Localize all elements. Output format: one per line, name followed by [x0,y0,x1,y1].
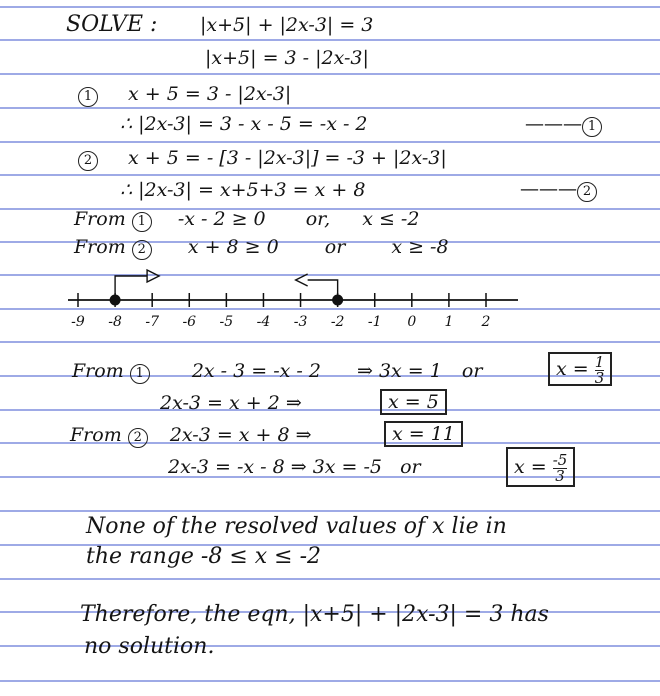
constraint-2-result: x ≥ -8 [391,236,449,258]
case-2-marker: 2 [78,151,98,171]
tick-label: -3 [293,314,308,330]
tick-label: -2 [330,314,345,330]
case-1-marker: 1 [78,87,98,107]
case-1-therefore: ∴ |2x-3| = 3 - x - 5 = -x - 2 [120,113,368,135]
solution-row-1 [72,360,482,384]
solution-box-1-lhs: x = [556,358,595,380]
endpoint-dot [110,295,121,306]
case-2-line [78,147,447,171]
case-1-equation: x + 5 = 3 - |2x-3| [128,83,292,105]
tick-label: -1 [367,314,382,330]
constraint-1-ref: 1 [132,212,152,232]
solution-box-1-num: 1 [594,352,605,371]
tick-label: -5 [219,314,234,330]
solution-row-1-impl: ⇒ 3x = 1 [357,360,442,382]
constraint-1 [74,208,419,232]
equation: |x+5| + |2x-3| = 3 [200,14,374,36]
constraint-2-ref: 2 [132,240,152,260]
case-2-therefore: ∴ |2x-3| = x+5+3 = x + 8 [120,179,366,201]
solution-box-2: x = 5 [380,389,447,415]
solution-box-4-lhs: x = [514,456,553,478]
solution-box-4-num: -5 [552,450,568,469]
constraint-1-result: x ≤ -2 [362,208,420,230]
tick-label: -8 [108,314,122,330]
case-1-tag: ——— 1 [525,113,602,137]
tick-label: 0 [407,314,417,330]
constraint-2-or: or [324,236,346,258]
solution-row-2-expr: 2x-3 = x + 2 ⇒ [160,392,302,414]
tick-label: -7 [145,314,160,330]
solve-heading: SOLVE : [66,12,158,37]
solution-row-4-expr: 2x-3 = -x - 8 ⇒ 3x = -5 [168,456,383,478]
constraint-2-label: From [74,236,126,258]
solution-row-4 [168,456,421,478]
case-2-equation: x + 5 = - [3 - |2x-3|] = -3 + |2x-3| [128,147,447,169]
range-arrow-right [115,276,147,300]
number-line [0,262,660,332]
range-arrowhead-right [147,270,159,282]
constraint-2 [74,236,449,260]
solution-row-4-or: or [400,456,421,478]
range-arrowhead-left [296,274,308,286]
case-1-tag-marker: 1 [582,117,602,137]
tick-label: -6 [182,314,197,330]
conclusion-line-4: no solution. [84,634,215,659]
solution-row-3-expr: 2x-3 = x + 8 ⇒ [169,424,312,446]
constraint-1-expr: -x - 2 ≥ 0 [177,208,266,230]
solution-box-3: x = 11 [384,421,463,447]
tick-label: -4 [256,314,271,330]
solution-row-1-ref: 1 [130,364,150,384]
endpoint-dot [332,295,343,306]
solution-row-3 [70,424,312,448]
solution-box-1 [548,352,612,386]
solution-box-1-den: 3 [594,368,605,387]
solution-box-4 [506,447,575,487]
solution-row-1-or: or [461,360,483,382]
solution-row-3-from: From [70,424,122,446]
solution-row-1-expr: 2x - 3 = -x - 2 [191,360,321,382]
conclusion-line-2: the range -8 ≤ x ≤ -2 [86,544,322,569]
solution-box-4-den: 3 [553,468,568,484]
number-line-ticks [71,293,490,330]
constraint-1-or: or, [305,208,331,230]
case-2-tag: ——— 2 [520,178,597,202]
rearranged-equation: |x+5| = 3 - |2x-3| [205,47,369,69]
constraint-1-label: From [74,208,126,230]
solution-row-3-ref: 2 [128,428,148,448]
tick-label: -9 [71,314,85,330]
case-2-tag-marker: 2 [577,182,597,202]
tick-label: 2 [481,314,491,330]
tick-label: 1 [444,314,454,330]
case-1-line [78,83,291,107]
conclusion-line-1: None of the resolved values of x lie in [86,514,507,539]
constraint-2-expr: x + 8 ≥ 0 [187,236,279,258]
conclusion-line-3: Therefore, the eqn, |x+5| + |2x-3| = 3 has [80,602,549,627]
solution-row-1-from: From [72,360,124,382]
